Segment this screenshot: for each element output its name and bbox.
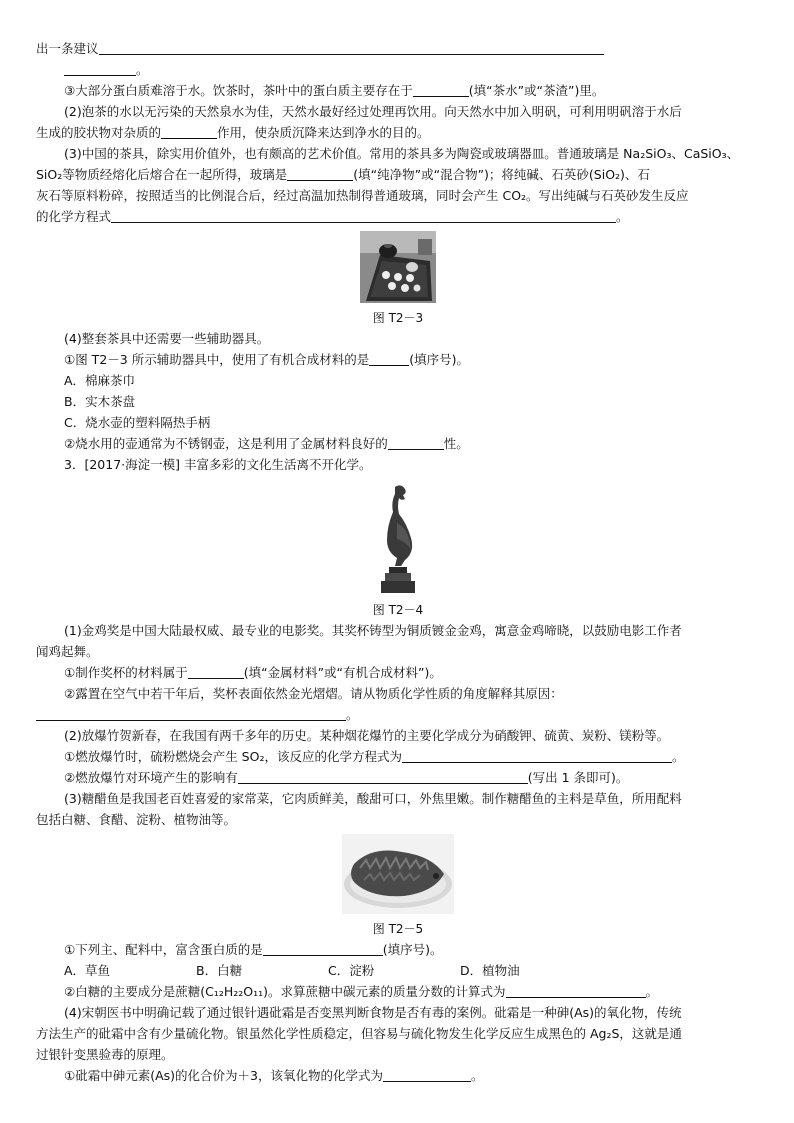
option-c: C．烧水壶的塑料隔热手柄 [64,415,211,430]
text-line [36,746,760,767]
tea-tray-image [360,231,436,303]
text-line [36,620,760,641]
text-line [36,981,760,1002]
options-row [36,960,760,981]
line-text: 生成的胶状物对杂质的 [36,125,162,140]
line-text: ②白糖的主要成分是蔗糖(C₁₂H₂₂O₁₁)。求算蔗糖中碳元素的质量分数的计算式为 [64,984,506,999]
line-text: 。 [616,209,629,224]
text-line [36,641,760,662]
text-line [36,939,760,960]
text-line [36,767,760,788]
question-heading [36,454,760,475]
line-text: 。 [470,1068,484,1083]
line-text: 过银针变黑验毒的原理。 [36,1047,174,1062]
figure-caption: 图 T2－3 [372,311,424,325]
line-text: ①砒霜中砷元素(As)的化合价为＋3，该氧化物的化学式为 [64,1068,383,1083]
text-line [36,662,760,683]
text-line [36,38,760,59]
answer-blank[interactable] [99,40,604,55]
line-text: 性。 [443,436,469,451]
figure-caption: 图 T2－5 [372,922,424,936]
line-text: 包括白糖、食醋、淀粉、植物油等。 [36,812,237,827]
text-line [36,1065,760,1086]
figure-fish-dish [36,834,760,917]
text-line [36,328,760,349]
line-text: 灰石等原料粉碎，按照适当的比例混合后，经过高温加热制得普通玻璃，同时会产生 CO₂。写出纯碱与石英砂发生反应 [36,188,689,203]
line-text: (1)金鸡奖是中国大陆最权威、最专业的电影奖。其奖杯铸型为铜质镀金金鸡，寓意金鸡啼晓，以鼓励电影工作者 [64,623,682,638]
line-text: (3)中国的茶具，除实用价值外，也有颇高的艺术价值。常用的茶具多为陶瓷或玻璃器皿。普通玻璃是 Na₂SiO₃、CaSiO₃、 [64,146,740,161]
line-text: 作用，使杂质沉降来达到净水的目的。 [217,125,430,140]
line-text: 方法生产的砒霜中含有少量硫化物。银虽然化学性质稳定，但容易与硫化物发生化学反应生成黑色的 Ag₂S，这就是通 [36,1026,682,1041]
answer-blank[interactable] [388,435,444,450]
answer-blank[interactable] [36,706,346,721]
line-text: (填序号)。 [382,942,443,957]
text-line [36,1044,760,1065]
answer-blank[interactable] [188,664,244,679]
answer-blank[interactable] [161,124,217,139]
line-text: ②燃放爆竹对环境产生的影响有 [64,770,238,785]
line-text: (3)糖醋鱼是我国老百姓喜爱的家常菜，它肉质鲜美，酸甜可口，外焦里嫩。制作糖醋鱼的主料是草鱼，所用配料 [64,791,682,806]
text-line [36,206,760,227]
text-line [36,80,760,101]
text-line [36,788,760,809]
text-line [36,1002,760,1023]
line-text: 。 [136,62,149,77]
text-line [36,391,760,412]
text-line [36,1023,760,1044]
text-line [36,164,760,185]
text-line [36,185,760,206]
line-text: 出一条建议 [36,41,99,56]
line-text: ②烧水用的壶通常为不锈钢壶，这是利用了金属材料良好的 [64,436,388,451]
line-text: 闻鸡起舞。 [36,644,99,659]
text-line [36,122,760,143]
answer-blank[interactable] [413,82,469,97]
answer-blank[interactable] [506,983,646,998]
text-line [36,101,760,122]
text-line [36,704,760,725]
line-text: 3．[2017·海淀一模] 丰富多彩的文化生活离不开化学。 [64,457,372,472]
line-text: (2)泡茶的水以无污染的天然泉水为佳，天然水最好经过处理再饮用。向天然水中加入明矾，可利用明矾溶于水后 [64,104,682,119]
text-line [36,59,760,80]
figure-caption: 图 T2－4 [372,603,424,617]
figure-tea-set [36,231,760,306]
line-text: (写出 1 条即可)。 [527,770,629,785]
answer-blank[interactable] [287,166,353,181]
line-text: 。 [645,984,659,999]
text-line [36,683,760,704]
line-text: (填“纯净物”或“混合物”)；将纯碱、石英砂(SiO₂)、石 [353,167,650,182]
figure-trophy [36,483,760,598]
text-line [36,809,760,830]
option-d: D．植物油 [460,963,520,978]
text-line [36,349,760,370]
line-text: SiO₂等物质经熔化后熔合在一起所得，玻璃是 [36,167,288,182]
answer-blank[interactable] [263,941,383,956]
line-text: (4)宋朝医书中明确记载了通过银针遇砒霜是否变黑判断食物是否有毒的案例。砒霜是一种砷(As)的氧化物，传统 [64,1005,682,1020]
text-line [36,725,760,746]
fish-dish-image [342,834,454,914]
line-text: ①图 T2－3 所示辅助器具中，使用了有机合成材料的是 [64,352,370,367]
option-a: A．棉麻茶巾 [64,373,136,388]
text-line [36,433,760,454]
option-c: C．淀粉 [328,963,375,978]
answer-blank[interactable] [402,748,672,763]
answer-blank[interactable] [369,351,409,366]
answer-blank[interactable] [383,1067,471,1082]
line-text: (填序号)。 [409,352,469,367]
line-text: 。 [346,707,359,722]
line-text: (2)放爆竹贺新春，在我国有两千多年的历史。某种烟花爆竹的主要化学成分为硝酸钾、硫黄、炭粉、镁粉等。 [64,728,670,743]
text-line [36,143,760,164]
line-text: ①制作奖杯的材料属于 [64,665,188,680]
answer-blank[interactable] [111,208,616,223]
answer-blank[interactable] [238,769,528,784]
line-text: ①燃放爆竹时，硫粉燃烧会产生 SO₂，该反应的化学方程式为 [64,749,402,764]
line-text: (填“金属材料”或“有机合成材料”)。 [243,665,442,680]
option-a: A．草鱼 [64,963,111,978]
line-text: ②露置在空气中若干年后，奖杯表面依然金光熠熠。请从物质化学性质的角度解释其原因： [64,686,563,701]
worksheet-page [36,38,760,1086]
line-text: (填“茶水”或“茶渣”)里。 [468,83,605,98]
answer-blank[interactable] [64,61,136,76]
option-b: B．实木茶盘 [64,394,136,409]
line-text: 的化学方程式 [36,209,112,224]
text-line [36,412,760,433]
rooster-trophy-image [375,483,421,595]
option-b: B．白糖 [196,963,243,978]
line-text: ①下列主、配料中，富含蛋白质的是 [64,942,263,957]
line-text: (4)整套茶具中还需要一些辅助器具。 [64,331,270,346]
line-text: ③大部分蛋白质难溶于水。饮茶时，茶叶中的蛋白质主要存在于 [64,83,413,98]
text-line [36,370,760,391]
line-text: 。 [671,749,685,764]
